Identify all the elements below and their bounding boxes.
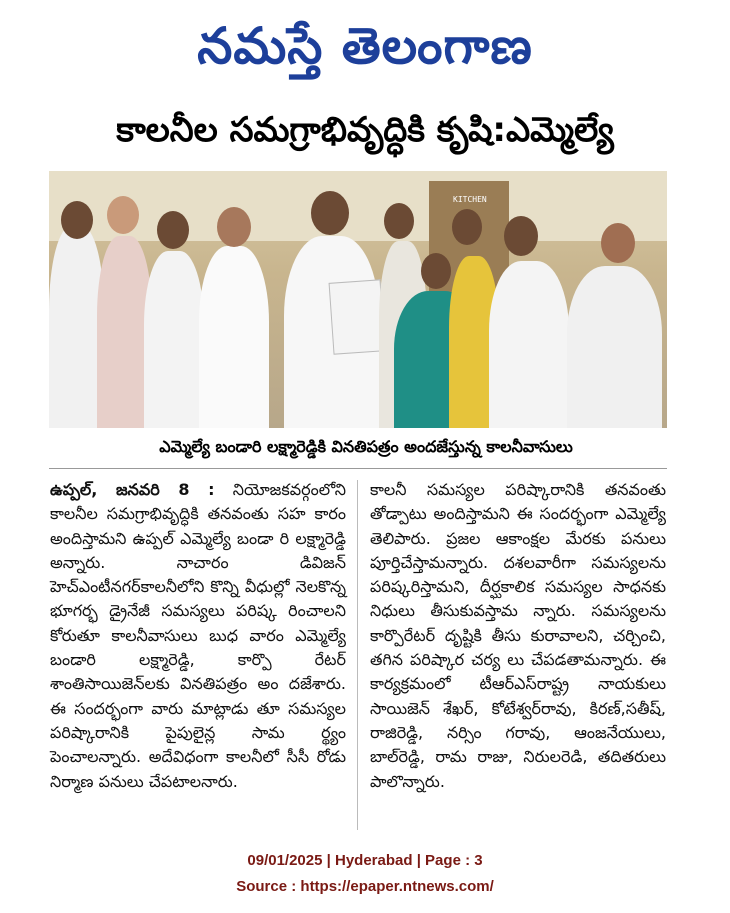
article-column-2 (370, 478, 666, 794)
article-dateline: ఉప్పల్, జనవరి 8 : (50, 480, 215, 499)
photo-head (504, 216, 538, 256)
photo-person (49, 226, 104, 428)
photo-person (199, 246, 269, 428)
article-body-col2: కాలనీ సమస్యల పరిష్కారానికి తనవంతు తోడ్పాటు అందిస్తామని ఈ సందర్భంగా ఎమ్మెల్యే తెలిపారు. ప్రజల ఆకాంక్షల మేరకు పనులు పూర్తిచేస్తామన్నారు. దశలవారీగా సమస్యలను పరిష్కరిస్తామని, దీర్ఘకాలిక సమస్యల సాధనకు నిధులు తీసుకువస్తామ న్నారు. సమస్యలను కార్పొరేటర్ దృష్టికి తీసు కురావాలని, చర్చించి, తగిన పరిష్కార చర్య లు చేపడతామన్నారు. ఈ కార్యక్రమంలో టీఆర్ఎస్‌రాష్ట్ర నాయకులు సాయిజెన్ శేఖర్, కోటేశ్వర్‌రావు, కిరణ్,సతీష్, రాజిరెడ్డి, నర్సిం గరావు, ఆంజనేయులు, బాల్‌రెడ్డి, రామ రాజు, నిరులరెడి, తదితరులు పాలొన్నారు. (370, 480, 666, 791)
photo-head (384, 203, 414, 239)
photo-sign-text: KITCHEN (453, 195, 487, 204)
photo-head (217, 207, 251, 247)
column-divider (357, 480, 358, 830)
photo-person (489, 261, 569, 428)
article-body-col1: నియోజకవర్గంలోని కాలనీల సమగ్రాభివృద్ధికి తనవంతు సహ కారం అందిస్తామని ఉప్పల్ ఎమ్మెల్యే బండా రి లక్ష్మారెడ్డి అన్నారు. నాచారం డివిజన్ హెచ్ఎంటీనగర్‌కాలనీలోని కొన్ని వీధుల్లో నెలకొన్న భూగర్భ డ్రైనేజీ సమస్యలు పరిష్క రించాలని కోరుతూ కాలనీవాసులు బుధ వారం ఎమ్మెల్యే బండారి లక్ష్మారెడ్డి, కార్పొ రేటర్ శాంతిసాయిజెన్‌లకు వినతిపత్రం అం దజేశారు. ఈ సందర్భంగా వారు మాట్లాడు తూ సమస్యల పరిష్కారానికి పైపులైన్ల సామ ర్థ్యం పెంచాలన్నారు. అదేవిధంగా కాలనీలో సీసీ రోడు నిర్మాణ పనులు చేపటాలనారు. (50, 480, 346, 791)
article-column-1 (50, 478, 346, 794)
photo-head (157, 211, 189, 249)
petition-paper (329, 279, 386, 354)
footer-date-line: 09/01/2025 | Hyderabad | Page : 3 (247, 852, 483, 869)
photo-person (144, 251, 204, 428)
photo-person (567, 266, 662, 428)
photo-head (107, 196, 139, 234)
masthead-title: నమస్తే తెలంగాణ (197, 17, 533, 75)
footer-source-line: Source : https://epaper.ntnews.com/ (236, 878, 494, 895)
photo-caption: ఎమ్మెల్యే బండారి లక్ష్మారెడ్డికి వినతిపత్రం అందజేస్తున్న కాలనీవాసులు (159, 437, 573, 456)
caption-divider (49, 468, 667, 469)
article-photo (49, 171, 667, 428)
masthead (0, 6, 730, 86)
photo-head (601, 223, 635, 263)
page-footer (0, 848, 730, 900)
photo-head (421, 253, 451, 289)
photo-head (61, 201, 93, 239)
photo-head (311, 191, 349, 235)
article-headline: కాలనీల సమగ్రాభివృద్ధికి కృషి:ఎమ్మెల్యే (116, 110, 614, 150)
photo-wall (49, 171, 667, 241)
photo-head (452, 209, 482, 245)
